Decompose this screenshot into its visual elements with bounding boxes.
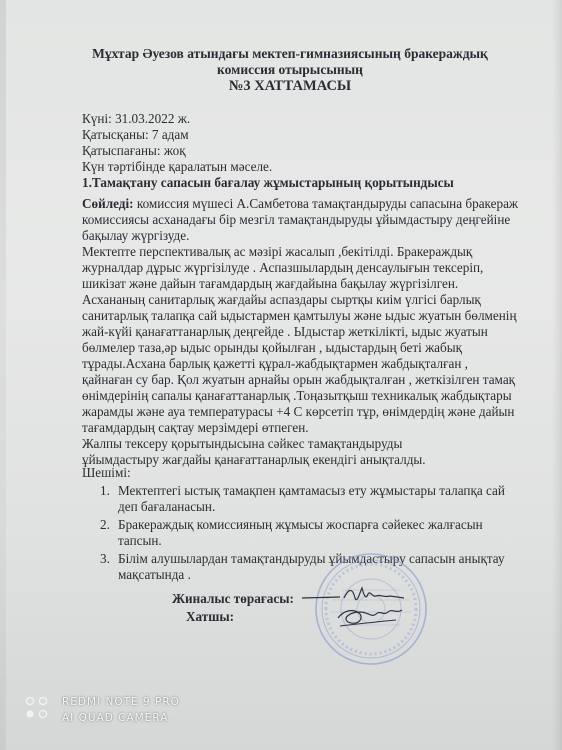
decision-text: Білім алушылардан тамақтандыруды ұйымдастыру сапасын анықтау [118,551,505,566]
meeting-date: Күні: 31.03.2022 ж. [82,111,191,126]
body-line: тұрады.Асхана барлық қажетті құрал-жабдықтармен жабдықталған , [82,356,468,371]
camera-label: AI QUAD CAMERA [62,712,169,724]
decision-text: Мектептегі ыстық тамақпен қамтамасыз ету жұмыстары талапқа сай [118,483,505,498]
secretary-signature [330,598,410,634]
header-line-2: комиссия отырысының [217,62,363,77]
camera-dots-icon [24,695,50,721]
body-line: Мектепте перспективалық ас мәзірі жасалып ,бекітілді. Бракераждық [82,244,473,259]
header-line-1: Мұхтар Әуезов атындағы мектеп-гимназиясының бракераждық [92,46,488,61]
body-line: бөлмелер таза,әр ыдыс орынды қойылған , ыдыстардың беті жабық [82,340,463,355]
secretary-label: Хатшы: [186,609,235,624]
attendance-absent: Қатыспағаны: жоқ [82,143,186,158]
protocol-number: №3 ХАТТАМАСЫ [228,78,352,94]
body-line: ұйымдастыру жағдайы қанағаттанарлық екендігі анықталды. [82,452,426,467]
body-line: Жалпы тексеру қорытындысына сәйкес тамақтандыруды [82,436,403,451]
decision-text: тапсын. [118,533,162,548]
speaker-line-3: бақылау жүргізуде. [82,228,190,243]
decision-text: Бракераждық комиссияның жұмысы жоспарға сәйекес жалғасын [118,517,483,532]
body-line: тағамдардың сақтау мерзімдері өтпеген. [82,420,309,435]
decision-number: 2. [100,517,110,532]
speaker-text: комиссия мүшесі А.Самбетова тамақтандыруды сапасына бракераж [133,196,519,211]
decision-number: 3. [100,551,110,566]
agenda-label: Күн тәртібінде қаралатын мәселе. [82,159,273,174]
decision-number: 1. [100,483,110,498]
speaker-line-1 [82,196,518,212]
speaker-line-2: комиссиясы асханадағы бір мезгіл тамақтандыруды ұйымдастыру деңгейіне [82,212,511,227]
decision-text: деп бағаланасын. [118,499,216,514]
agenda-item: 1.Тамақтану сапасын бағалау жұмыстарының қорытындысы [82,175,454,190]
page-shadow [552,0,562,750]
decision-label: Шешімі: [82,465,131,480]
body-line: қайнаған су бар. Қол жуатын арнайы орын жабдықталған , жеткізілген тамақ [82,372,516,387]
body-line: жай-күйі қанағаттанарлық деңгейде . Ыдыстар жеткілікті, ыдыс жуатын [82,324,488,339]
speaker-label: Сөйледі: [82,196,134,211]
chair-label: Жиналыс төрағасы: [172,591,294,606]
body-line: өнімдерінің сапалы қанағаттанарлық .Тоңазытқыш техникалық жабдықтары [82,388,512,403]
body-line: жарамды және ауа температурасы +4 С көрсетіп тұр, өнімдердің және дайын [82,404,515,419]
body-line: журналдар дұрыс жүргізілуде . Аспазшылардың денсаулығын тексеріп, [82,260,484,275]
camera-model: REDMI NOTE 9 PRO [62,696,180,708]
body-line: санитарлық талапқа сай ыдыстармен қамтылуы және ыдыс жуатын бөлменің [82,308,517,323]
body-line: шикізат және дайын тағамдардың жағдайына бақылау жүргізілген. [82,276,459,291]
attendance-present: Қатысқаны: 7 адам [82,127,189,142]
decision-text: мақсатында . [118,567,191,582]
body-line: Асхананың санитарлық жағдайы аспаздары сыртқы киім үлгісі барлық [82,292,481,307]
